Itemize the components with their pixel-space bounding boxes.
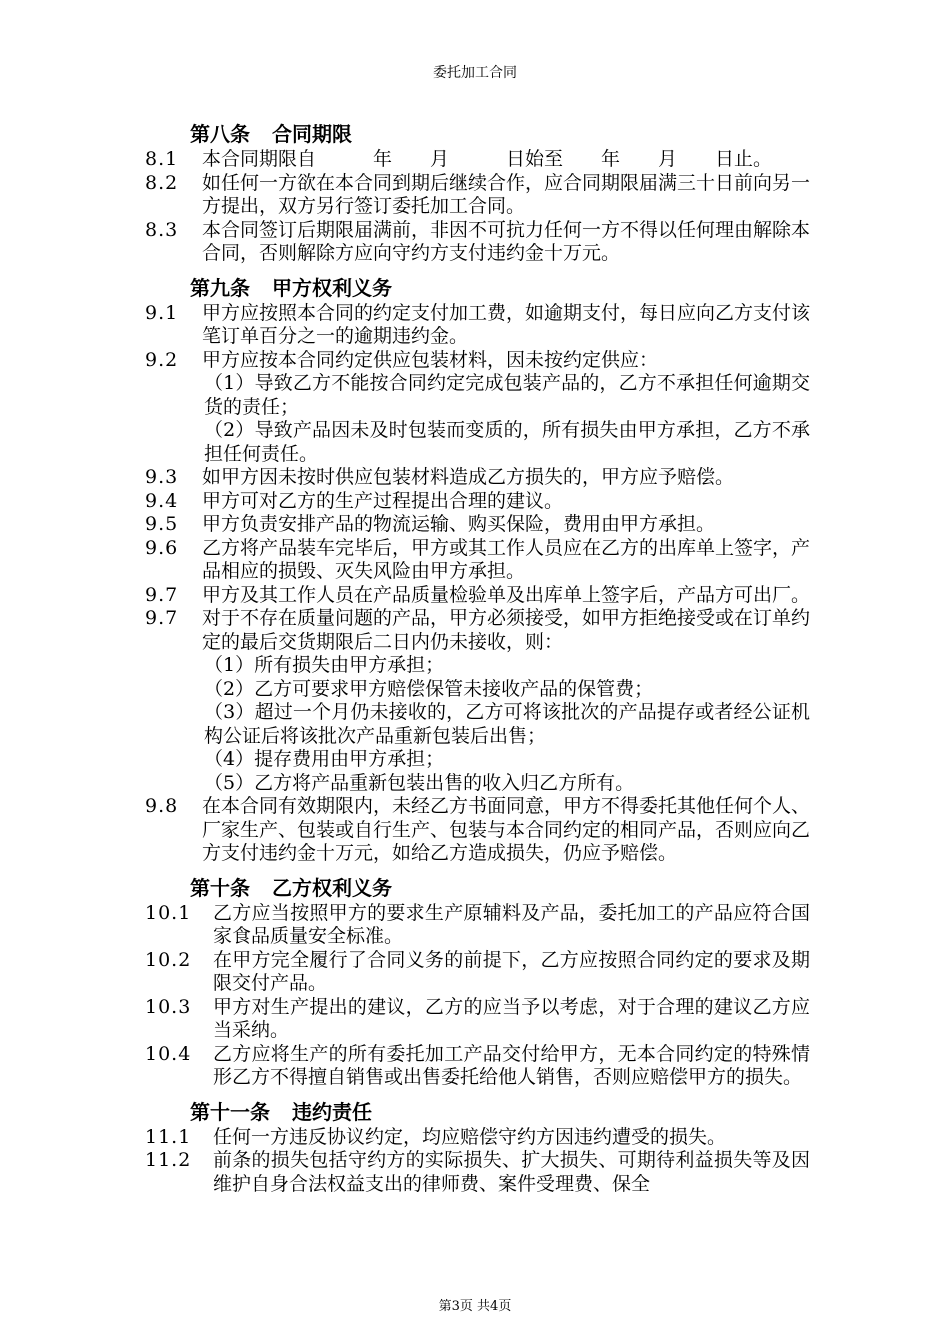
clause xyxy=(145,1126,810,1150)
clause-text: 如任何一方欲在本合同到期后继续合作，应合同期限届满三十日前向另一方提出，双方另行签订委托加工合同。 xyxy=(202,171,811,217)
clause xyxy=(145,607,810,654)
clause-text: 在本合同有效期限内，未经乙方书面同意，甲方不得委托其他任何个人、厂家生产、包装或自行生产、包装与本合同约定的相同产品，否则应向乙方支付违约金十万元，如给乙方造成损失，仍应予赔偿。 xyxy=(202,795,811,864)
clause xyxy=(145,349,810,373)
clause-number: 9.6 xyxy=(145,536,179,559)
sub-clause: （3）超过一个月仍未接收的，乙方可将该批次的产品提存或者经公证机构公证后将该批次产品重新包装后出售； xyxy=(204,701,810,747)
clause-text: 在甲方完全履行了合同义务的前提下，乙方应按照合同约定的要求及期限交付产品。 xyxy=(213,948,810,994)
clause-text: 乙方应将生产的所有委托加工产品交付给甲方，无本合同约定的特殊情形乙方不得擅自销售或出售委托给他人销售，否则应赔偿甲方的损失。 xyxy=(213,1042,810,1088)
clause-number: 9.5 xyxy=(145,513,179,535)
section-heading: 第十条 xyxy=(190,875,250,900)
clause-number: 8.2 xyxy=(145,171,179,194)
clause-number: 10.2 xyxy=(145,948,192,971)
clause-text: 如甲方因未按时供应包装材料造成乙方损失的，甲方应予赔偿。 xyxy=(202,466,735,488)
clause xyxy=(145,996,810,1043)
clause-number: 9.7 xyxy=(145,607,179,629)
clause-text: 甲方对生产提出的建议，乙方的应当予以考虑，对于合理的建议乙方应当采纳。 xyxy=(213,995,810,1041)
clause-text: 甲方应按照本合同的约定支付加工费，如逾期支付，每日应向乙方支付该笔订单百分之一的逾期违约金。 xyxy=(202,301,811,347)
sub-clause: （2）乙方可要求甲方赔偿保管未接收产品的保管费； xyxy=(204,677,654,700)
clause xyxy=(145,466,810,490)
clause xyxy=(145,490,810,514)
clause-number: 9.2 xyxy=(145,348,179,371)
clause xyxy=(145,537,810,584)
section-name: 违约责任 xyxy=(292,1099,372,1124)
sub-clause: （4）提存费用由甲方承担； xyxy=(204,748,445,770)
clause xyxy=(145,795,810,866)
section-heading: 第八条 xyxy=(190,122,250,146)
clause-text: 甲方及其工作人员在产品质量检验单及出库单上签字后，产品方可出厂。 xyxy=(202,583,811,606)
clause xyxy=(145,302,810,349)
clause xyxy=(145,1149,810,1196)
sub-clause: （1）导致乙方不能按合同约定完成包装产品的，乙方不承担任何逾期交货的责任； xyxy=(204,372,810,418)
clause-number: 9.1 xyxy=(145,301,179,324)
clause-number: 9.4 xyxy=(145,489,179,512)
section-heading: 第十一条 xyxy=(190,1099,270,1124)
clause-number: 9.3 xyxy=(145,466,179,488)
sub-clause: （2）导致产品因未及时包装而变质的，所有损失由甲方承担，乙方不承担任何责任。 xyxy=(204,419,810,465)
clause-number: 11.1 xyxy=(145,1125,192,1148)
clause-text: 甲方负责安排产品的物流运输、购买保险，费用由甲方承担。 xyxy=(202,513,716,535)
clause xyxy=(145,148,810,172)
section-title xyxy=(145,274,810,302)
document-body xyxy=(145,120,810,1196)
section-name: 乙方权利义务 xyxy=(272,875,392,900)
clause-text: 对于不存在质量问题的产品，甲方必须接受，如甲方拒绝接受或在订单约定的最后交货期限后二日内仍未接收，则： xyxy=(202,607,811,653)
clause-text: 本合同期限自 年 月 日始至 年 月 日止。 xyxy=(202,148,773,170)
clause-text: 甲方可对乙方的生产过程提出合理的建议。 xyxy=(202,489,564,512)
clause-text: 乙方应当按照甲方的要求生产原辅料及产品，委托加工的产品应符合国家食品质量安全标准。 xyxy=(213,901,810,947)
page-header: 委托加工合同 xyxy=(433,65,517,81)
section-name: 合同期限 xyxy=(272,122,352,146)
clause-number: 8.1 xyxy=(145,148,179,170)
sub-clause: （5）乙方将产品重新包装出售的收入归乙方所有。 xyxy=(204,771,635,794)
page-footer: 第3页 共4页 xyxy=(438,1299,512,1314)
clause-number: 11.2 xyxy=(145,1149,192,1171)
clause xyxy=(145,513,810,537)
clause xyxy=(145,219,810,266)
clause xyxy=(145,172,810,219)
clause xyxy=(145,1043,810,1090)
clause-text: 任何一方违反协议约定，均应赔偿守约方因违约遭受的损失。 xyxy=(213,1125,727,1148)
clause-number: 10.3 xyxy=(145,995,192,1018)
clause-text: 前条的损失包括守约方的实际损失、扩大损失、可期待利益损失等及因维护自身合法权益支出的律师费、案件受理费、保全 xyxy=(213,1149,810,1195)
sub-clause: （1）所有损失由甲方承担； xyxy=(204,654,445,676)
clause-number: 9.7 xyxy=(145,583,179,606)
clause-number: 10.1 xyxy=(145,901,192,924)
section-title xyxy=(145,1098,810,1126)
clause-number: 8.3 xyxy=(145,218,179,241)
section-name: 甲方权利义务 xyxy=(272,275,392,300)
clause-number: 10.4 xyxy=(145,1042,192,1065)
clause-text: 甲方应按本合同约定供应包装材料，因未按约定供应： xyxy=(202,348,659,371)
clause xyxy=(145,584,810,608)
section-title xyxy=(145,874,810,902)
clause xyxy=(145,902,810,949)
clause xyxy=(145,949,810,996)
clause-number: 9.8 xyxy=(145,795,179,817)
clause-text: 本合同签订后期限届满前，非因不可抗力任何一方不得以任何理由解除本合同，否则解除方应向守约方支付违约金十万元。 xyxy=(202,218,811,264)
section-title xyxy=(145,120,810,148)
section-heading: 第九条 xyxy=(190,275,250,300)
clause-text: 乙方将产品装车完毕后，甲方或其工作人员应在乙方的出库单上签字，产品相应的损毁、灭失风险由甲方承担。 xyxy=(202,536,811,582)
